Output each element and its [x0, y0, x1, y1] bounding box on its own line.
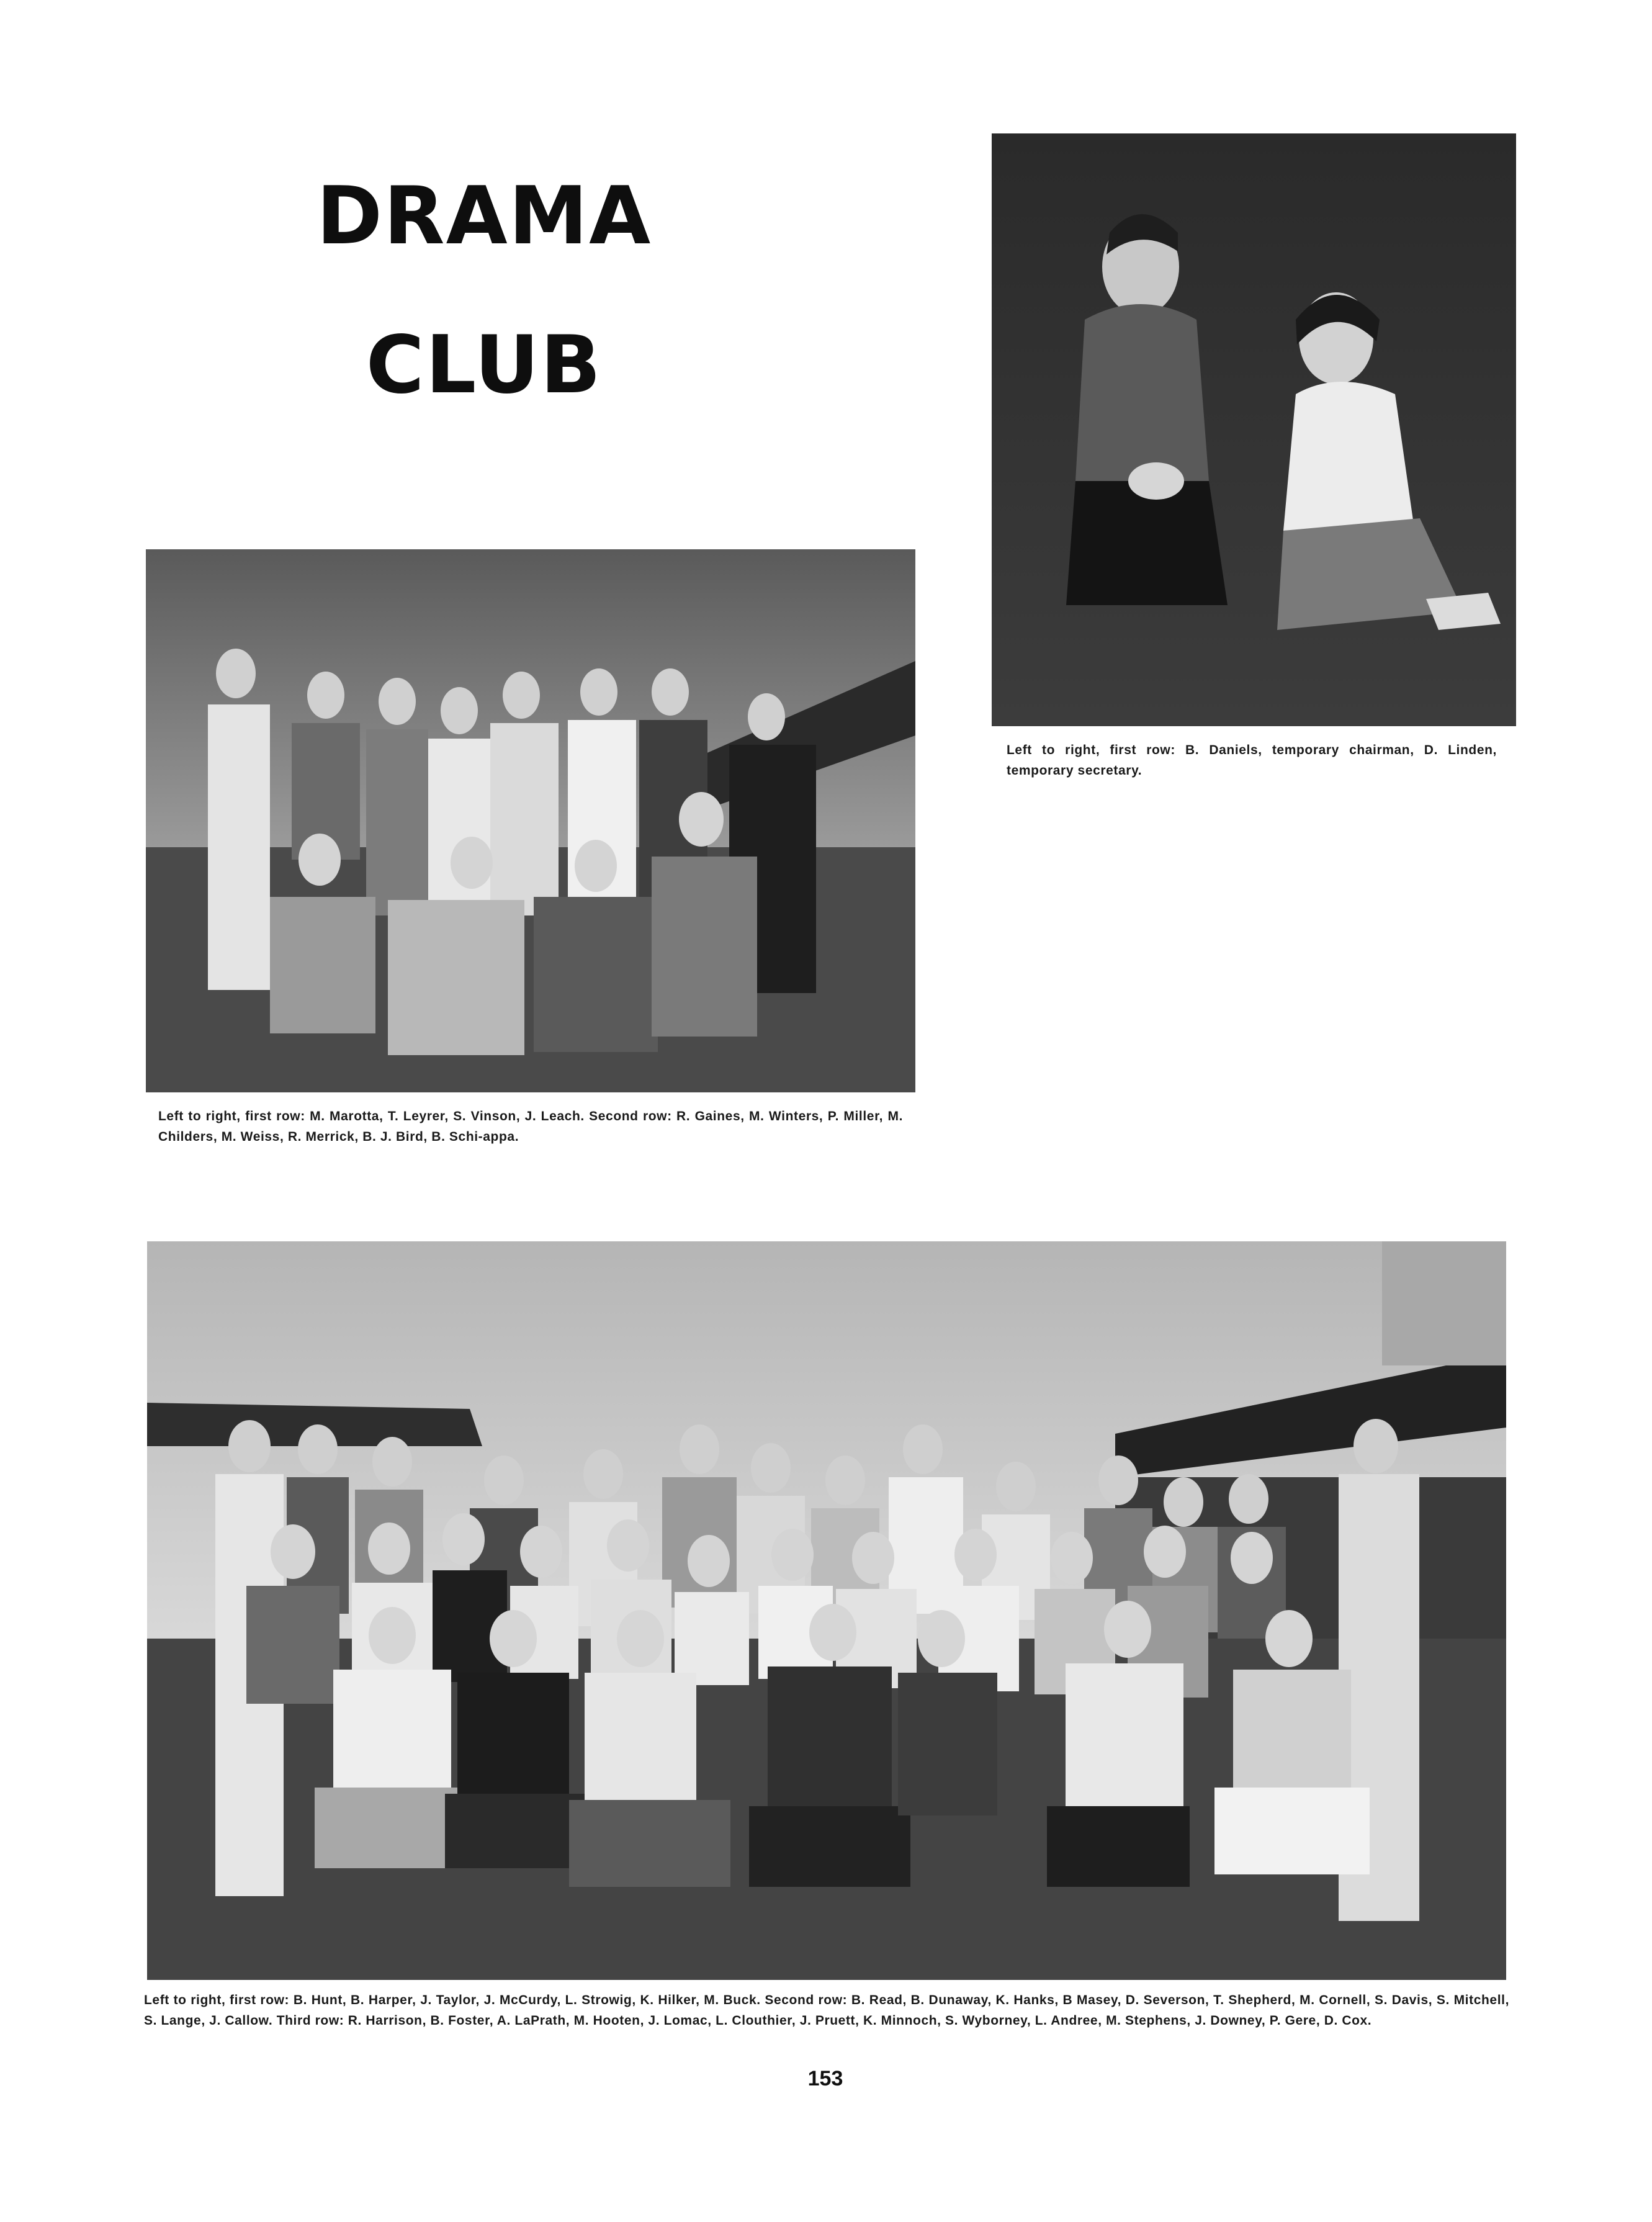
page-title-line-2: CLUB — [366, 319, 603, 412]
page-number: 153 — [807, 2067, 843, 2090]
large-group-photo — [147, 1241, 1506, 1980]
officers-photo — [992, 133, 1516, 726]
small-group-photo-caption: Left to right, first row: M. Marotta, T. Leyrer, S. Vinson, J. Leach. Second row: R. Gaines, M. Winters, P. Miller, M. Childers, M. Weiss, R. Merrick, B. J. Bird, B. Schi-appa. — [158, 1109, 903, 1144]
page-title-line-1: DRAMA — [316, 170, 652, 263]
small-group-photo-image — [146, 549, 915, 1092]
small-group-photo — [146, 549, 915, 1092]
large-group-photo-image — [147, 1241, 1506, 1980]
officers-photo-image — [992, 133, 1516, 726]
officers-photo-caption: Left to right, first row: B. Daniels, temporary chairman, D. Linden, temporary secretary. — [1007, 743, 1497, 778]
large-group-photo-caption: Left to right, first row: B. Hunt, B. Harper, J. Taylor, J. McCurdy, L. Strowig, K. Hilker, M. Buck. Second row: B. Read, B. Dunaway, K. Hanks, B Masey, D. Severson, T. Shepherd, M. Cornell, S. Davis, S. Mitchell, S. Lange, J. Callow. Third row: R. Harrison, B. Foster, A. LaPrath, M. Hooten, J. Lomac, L. Clouthier, J. Pruett, K. Minnoch, S. Wyborney, L. Andree, M. Stephens, J. Downey, P. Gere, D. Cox. — [144, 1993, 1509, 2028]
